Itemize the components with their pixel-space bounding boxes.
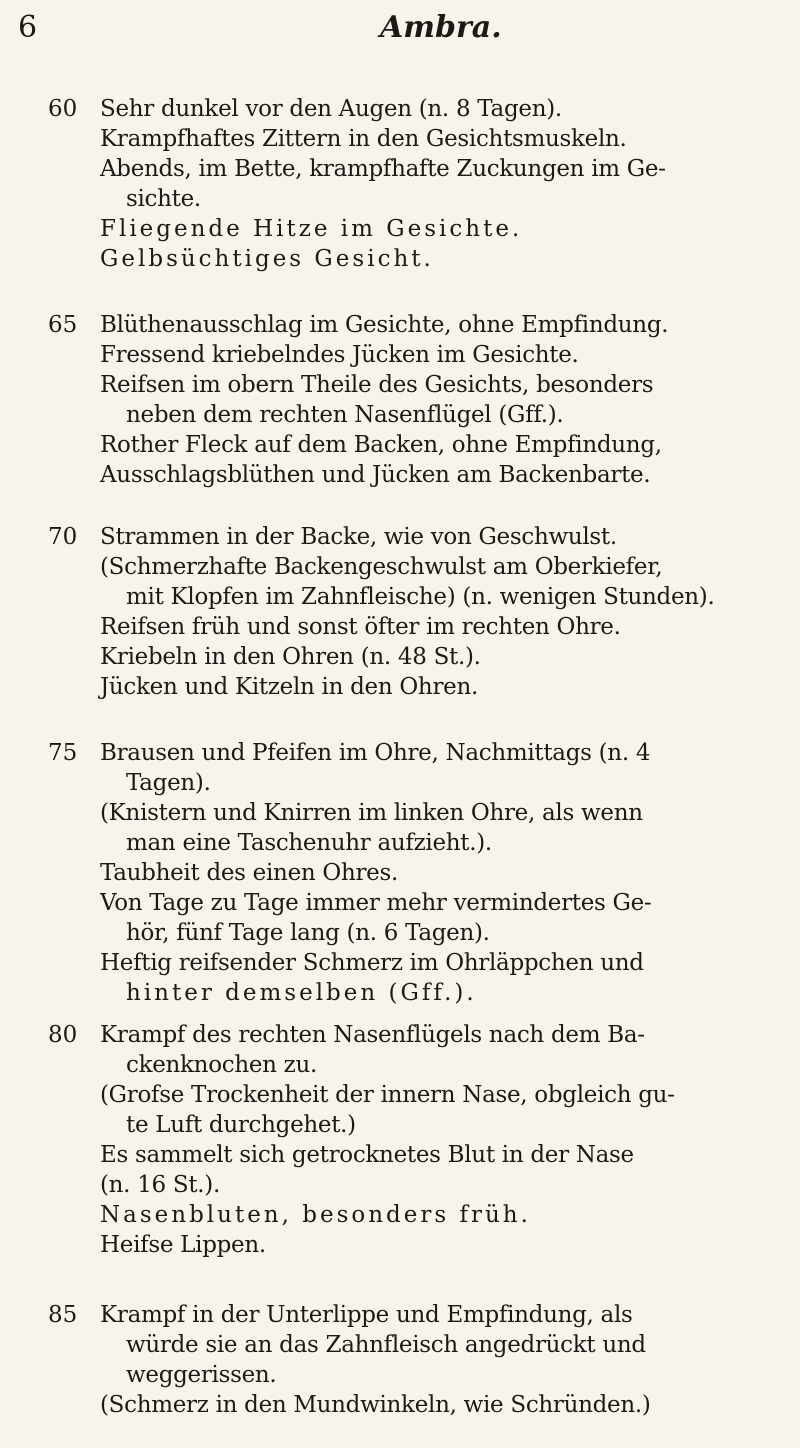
entry-line: Fliegende Hitze im Gesichte. — [100, 216, 523, 242]
entry-line: Blüthenausschlag im Gesichte, ohne Empfindung. — [100, 312, 669, 338]
entry-line: Abends, im Bette, krampfhafte Zuckungen im Ge- — [100, 156, 666, 182]
entry-line: Nasenbluten, besonders früh. — [100, 1202, 531, 1228]
entry-line: Strammen in der Backe, wie von Geschwulst. — [100, 524, 617, 550]
entry-line: Heifse Lippen. — [100, 1232, 266, 1258]
entry-line: Ausschlagsblüthen und Jücken am Backenbarte. — [100, 462, 651, 488]
entry-line: Kriebeln in den Ohren (n. 48 St.). — [100, 644, 481, 670]
entry-line: Krampf in der Unterlippe und Empfindung, als — [100, 1302, 633, 1328]
entry-line: Krampf des rechten Nasenflügels nach dem Ba- — [100, 1022, 645, 1048]
entry-line: Reifsen früh und sonst öfter im rechten Ohre. — [100, 614, 621, 640]
entry-line: man eine Taschenuhr aufzieht.). — [126, 830, 492, 856]
entry-line: (Schmerzhafte Backengeschwulst am Oberkiefer, — [100, 554, 663, 580]
entry-line: sichte. — [126, 186, 201, 212]
entry-line: Rother Fleck auf dem Backen, ohne Empfindung, — [100, 432, 662, 458]
entry-number: 80 — [48, 1022, 78, 1048]
entry-line: Tagen). — [126, 770, 211, 796]
entry-line: neben dem rechten Nasenflügel (Gff.). — [126, 402, 564, 428]
entry-line: te Luft durchgehet.) — [126, 1112, 356, 1138]
entry-line: Es sammelt sich getrocknetes Blut in der Nase — [100, 1142, 634, 1168]
running-title: Ambra. — [380, 10, 502, 45]
entry-line: ckenknochen zu. — [126, 1052, 318, 1078]
entry-line: Sehr dunkel vor den Augen (n. 8 Tagen). — [100, 96, 562, 122]
entry-line: Fressend kriebelndes Jücken im Gesichte. — [100, 342, 579, 368]
entry-line: weggerissen. — [126, 1362, 277, 1388]
entry-number: 75 — [48, 740, 78, 766]
entry-line: Heftig reifsender Schmerz im Ohrläppchen und — [100, 950, 644, 976]
entry-line: Brausen und Pfeifen im Ohre, Nachmittags (n. 4 — [100, 740, 651, 766]
entry-line: hör, fünf Tage lang (n. 6 Tagen). — [126, 920, 490, 946]
entry-number: 60 — [48, 96, 78, 122]
entry-line: Von Tage zu Tage immer mehr vermindertes Ge- — [100, 890, 652, 916]
page-number: 6 — [18, 10, 38, 45]
entry-line: (n. 16 St.). — [100, 1172, 220, 1198]
entry-line: Reifsen im obern Theile des Gesichts, besonders — [100, 372, 654, 398]
entry-line: Krampfhaftes Zittern in den Gesichtsmuskeln. — [100, 126, 627, 152]
entry-number: 70 — [48, 524, 78, 550]
entry-line: Gelbsüchtiges Gesicht. — [100, 246, 434, 272]
entry-line: Jücken und Kitzeln in den Ohren. — [100, 674, 478, 700]
entry-line: hinter demselben (Gff.). — [126, 980, 477, 1006]
entry-line: (Knistern und Knirren im linken Ohre, als wenn — [100, 800, 643, 826]
entry-line: würde sie an das Zahnfleisch angedrückt und — [126, 1332, 646, 1358]
entry-line: (Schmerz in den Mundwinkeln, wie Schründen.) — [100, 1392, 651, 1418]
entry-line: (Grofse Trockenheit der innern Nase, obgleich gu- — [100, 1082, 675, 1108]
entry-number: 85 — [48, 1302, 78, 1328]
page-header — [0, 8, 800, 48]
entry-line: mit Klopfen im Zahnfleische) (n. wenigen Stunden). — [126, 584, 715, 610]
entry-line: Taubheit des einen Ohres. — [100, 860, 398, 886]
entry-number: 65 — [48, 312, 78, 338]
